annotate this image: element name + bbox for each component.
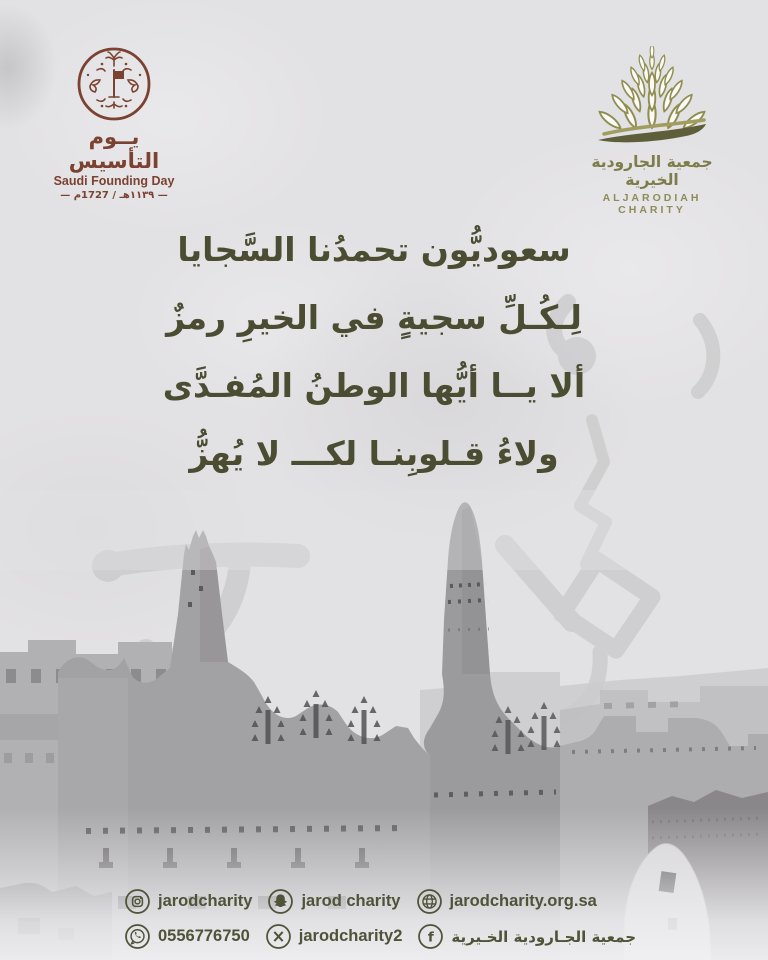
footer-row-2	[125, 919, 636, 954]
snapchat-icon	[268, 889, 293, 914]
contact-label: jarod charity	[301, 892, 401, 910]
facebook-icon	[418, 924, 443, 949]
contact-label: jarodcharity.org.sa	[449, 892, 597, 910]
founding-day-title-ar: يــوم التأسيس	[68, 125, 160, 173]
contact-item-instagram	[125, 889, 252, 914]
svg-text:f: f	[428, 929, 435, 946]
contact-item-snapchat	[268, 889, 400, 914]
charity-name-ar: جمعية الجارودية الخيرية	[591, 153, 713, 189]
contact-label: جمعية الجـارودية الخـيرية	[451, 927, 637, 946]
poem-line: لِـكُـلِّ سجيةٍ في الخيرِ رمزٌ	[166, 298, 582, 337]
whatsapp-icon	[125, 924, 150, 949]
instagram-icon	[125, 889, 150, 914]
contact-label: 0556776750	[158, 927, 250, 945]
contact-footer	[125, 884, 636, 954]
charity-name-en: ALJARODIAH CHARITY	[602, 192, 702, 216]
globe-icon	[417, 889, 442, 914]
contact-item-whatsapp	[125, 924, 250, 949]
founding-day-dates: — ١١٣٩هـ / 1727م —	[60, 190, 168, 201]
contact-label: jarodcharity	[158, 892, 253, 910]
contact-item-x	[266, 924, 403, 949]
contact-item-website	[417, 889, 597, 914]
footer-row-1	[125, 884, 636, 919]
aljarodiah-charity-logo	[566, 46, 738, 216]
founding-day-title-en: Saudi Founding Day	[53, 174, 175, 188]
x-icon	[266, 924, 291, 949]
saudi-founding-day-logo	[48, 44, 180, 201]
poem	[0, 216, 758, 488]
poem-line: سعوديُّون تحمدُنا السَّجايا	[177, 230, 571, 269]
wheat-sheaf-icon	[590, 46, 714, 150]
contact-label: jarodcharity2	[298, 927, 403, 945]
contact-item-facebook	[418, 924, 636, 949]
founding-day-emblem-icon	[74, 44, 154, 124]
poem-line: ولاءُ قـلوبِنـا لكـــ لا يُهزُّ	[189, 434, 559, 473]
poem-line: ألا يــا أيُّها الوطنُ المُفـدَّى	[162, 366, 586, 405]
